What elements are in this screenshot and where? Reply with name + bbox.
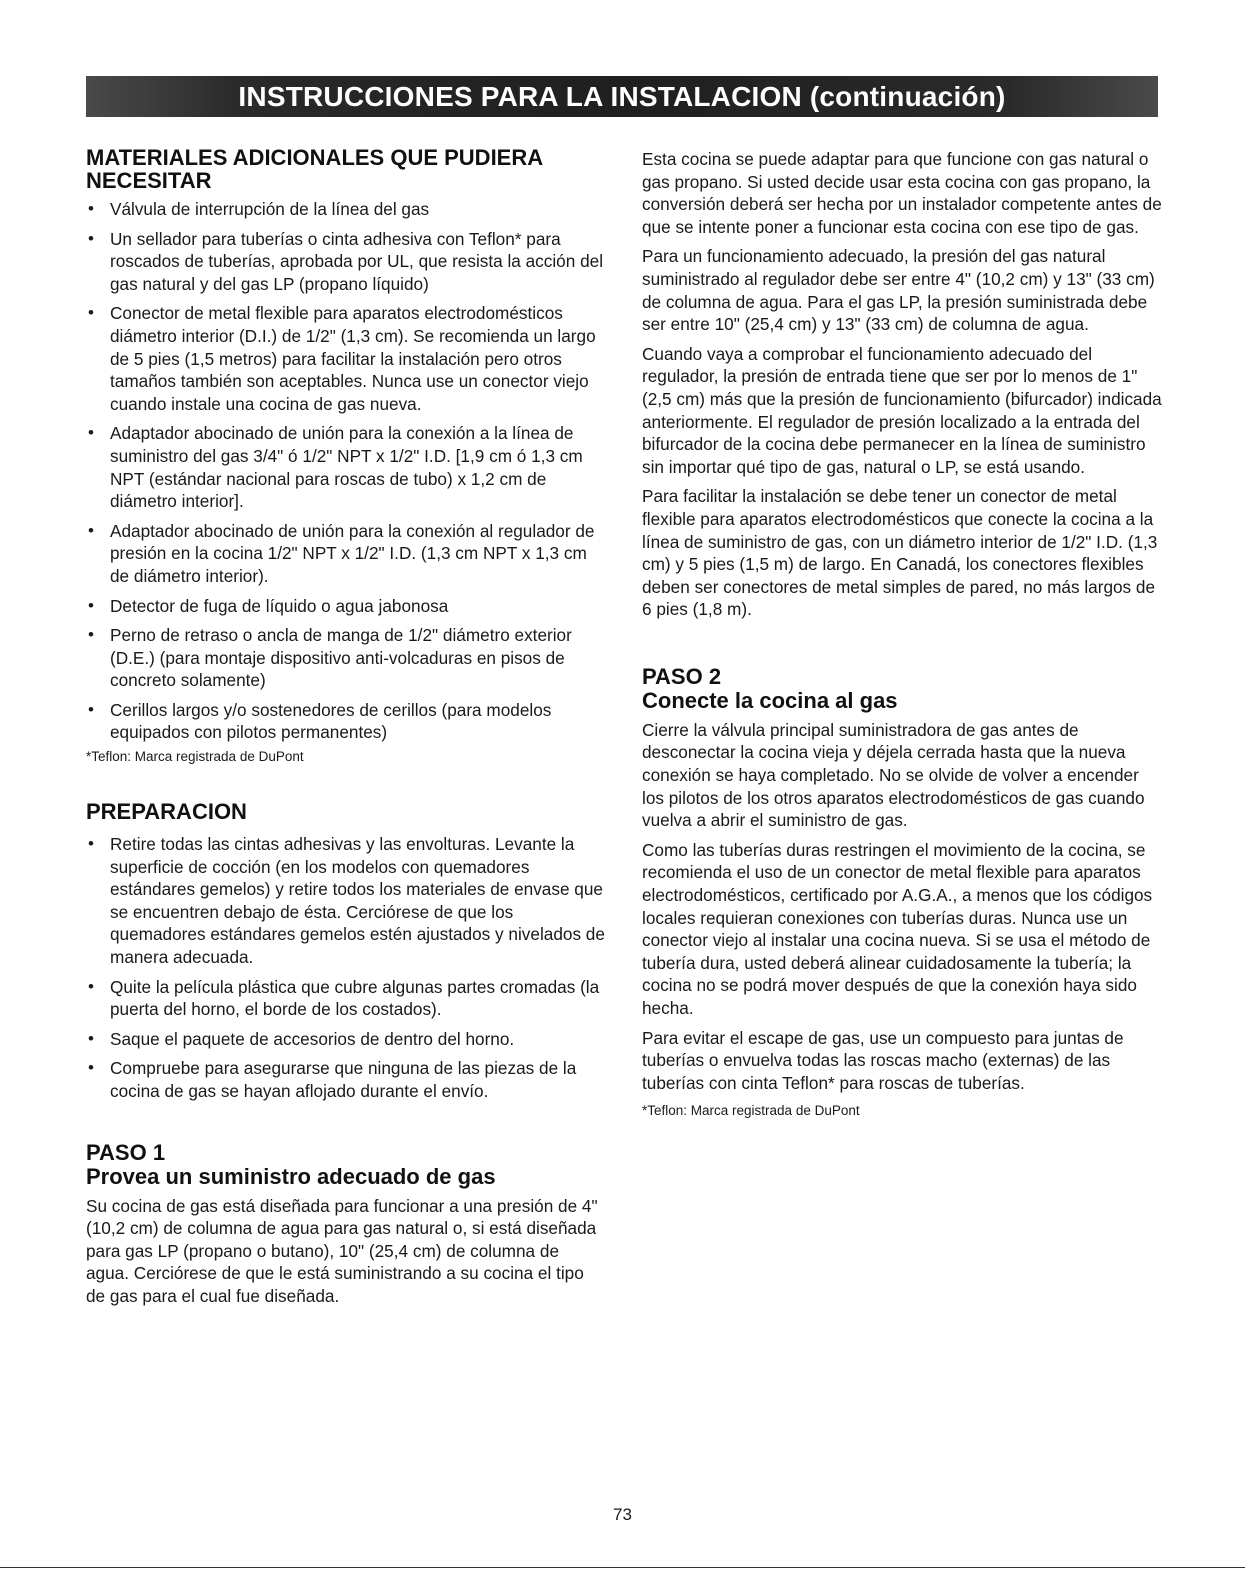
bullet-icon: • [88,595,94,615]
materials-item-text: Un sellador para tuberías o cinta adhesiva con Teflon* para roscados de tuberías, aprobada por UL, que resista la acción del gas natural y del gas LP (propano líquido) [110,228,604,294]
materials-item-text: Válvula de interrupción de la línea del gas [110,199,430,219]
materials-item [86,302,606,415]
step2-paragraph: Para evitar el escape de gas, use un compuesto para juntas de tuberías o envuelva todas las roscas macho (externas) de las tuberías con cinta Teflon* para roscas de tuberías. [642,1027,1124,1093]
step2-paragraph: Como las tuberías duras restringen el movimiento de la cocina, se recomienda el uso de un conector de metal flexible para aparatos electrodomésticos, certificado por A.G.A., a menos que los códigos locales requieran conexiones con tuberías duras. Nunca use un conector viejo al instalar una cocina nueva. Si se usa el método de tubería dura, usted deberá alinear cuidadosamente la tubería; la cocina no se podrá mover después de que la conexión haya sido hecha. [642,839,1153,1018]
materials-item-text: Adaptador abocinado de unión para la conexión al regulador de presión en la cocina 1/2" NPT x 1/2" I.D. (1,3 cm NPT x 1,3 cm de diámetro interior). [110,520,595,586]
bullet-icon: • [88,199,94,218]
step1-title: Provea un suministro adecuado de gas [86,1163,496,1189]
materials-item [86,228,606,296]
preparation-item [86,1028,606,1051]
preparation-item [86,833,606,969]
materials-item-text: Conector de metal flexible para aparatos electrodomésticos diámetro interior (D.I.) de 1/2" (1,3 cm). Se recomienda un largo de 5 pies (1,5 metros) para facilitar la instalación pero otros tamaños también son aceptables. Nunca use un conector viejo cuando instale una cocina de gas nueva. [110,303,596,414]
step2-paragraphs [642,719,1162,1095]
intro-paragraphs [642,148,1162,621]
preparation-item-text: Quite la película plástica que cubre algunas partes cromadas (la puerta del horno, el borde de los costados). [110,976,600,1020]
step2-paragraph: Cierre la válvula principal suministradora de gas antes de desconectar la cocina vieja y déjela cerrada hasta que la nueva conexión se haya completado. No se olvide de volver a encender los pilotos de los otros aparatos electrodomésticos de gas cuando vuelva a abrir el suministro de gas. [642,719,1145,831]
banner-title: INSTRUCCIONES PARA LA INSTALACION (continuación) [238,80,1006,112]
materials-item [86,699,606,744]
bullet-icon: • [88,228,94,248]
bullet-icon: • [88,1028,94,1048]
bullet-icon: • [88,834,94,854]
preparation-item [86,1057,606,1102]
materials-list [86,198,606,744]
materials-heading: MATERIALES ADICIONALES QUE PUDIERA NECESITAR [86,145,543,193]
step2-footnote: *Teflon: Marca registrada de DuPont [642,1103,860,1119]
intro-paragraph: Para un funcionamiento adecuado, la presión del gas natural suministrado al regulador debe ser entre 4" (10,2 cm) y 13" (33 cm) de columna de agua. Para el gas LP, la presión suministrada debe ser entre 10" (25,4 cm) y 13" (33 cm) de columna de agua. [642,246,1155,335]
materials-item-text: Perno de retraso o ancla de manga de 1/2" diámetro exterior (D.E.) (para montaje dispositivo anti-volcaduras en pisos de concreto solamente) [110,625,572,691]
preparation-item [86,976,606,1021]
left-column [86,146,606,1315]
preparation-item-text: Saque el paquete de accesorios de dentro del horno. [110,1028,515,1049]
materials-item [86,198,606,221]
intro-paragraph: Esta cocina se puede adaptar para que funcione con gas natural o gas propano. Si usted decide usar esta cocina con gas propano, la conversión deberá ser hecha por un instalador competente antes de que se intente poner a funcionar esta cocina con ese tipo de gas. [642,149,1162,237]
materials-item [86,624,606,692]
intro-paragraph: Cuando vaya a comprobar el funcionamiento adecuado del regulador, la presión de entrada tiene que ser por lo menos de 1" (2,5 cm) más que la presión de funcionamiento (bifurcador) indicada anteriormente. El regulador de presión localizado a la entrada del bifurcador de la cocina debe permanecer en la línea de suministro sin importar qué tipo de gas, natural o LP, se está usando. [642,343,1162,477]
bottom-rule [0,1567,1245,1568]
page-number: 73 [613,1505,632,1524]
materials-item [86,520,606,588]
bullet-icon: • [88,699,94,719]
materials-item [86,422,606,512]
preparation-item-text: Retire todas las cintas adhesivas y las envolturas. Levante la superficie de cocción (en los modelos con quemadores estándares gemelos) y retire todos los materiales de envase que se encuentren debajo de ésta. Cerciórese de que los quemadores estándares gemelos estén ajustados y nivelados de manera adecuada. [110,834,605,968]
materials-item-text: Cerillos largos y/o sostenedores de cerillos (para modelos equipados con pilotos permanentes) [110,699,552,743]
materials-footnote: *Teflon: Marca registrada de DuPont [86,749,304,765]
materials-item [86,595,606,618]
materials-item-text: Adaptador abocinado de unión para la conexión a la línea de suministro del gas 3/4" ó 1/2" NPT x 1/2" I.D. [1,9 cm ó 1,3 cm NPT (estándar nacional para roscas de tubo) x 1,2 cm de diámetro interior]. [110,423,583,512]
bullet-icon: • [88,976,94,996]
preparation-heading: PREPARACION [86,799,247,825]
right-column [642,148,1162,1120]
bullet-icon: • [88,303,94,323]
section-banner [86,76,1158,117]
bullet-icon: • [88,423,94,443]
step1-text: Su cocina de gas está diseñada para funcionar a una presión de 4" (10,2 cm) de columna de agua para gas natural o, si está diseñada para gas LP (propano o butano), 10" (25,4 cm) de columna de agua. Cerciórese de que le está suministrando a su cocina el tipo de gas para el cual fue diseñada. [86,1195,598,1306]
bullet-icon: • [88,520,94,540]
materials-item-text: Detector de fuga de líquido o agua jabonosa [110,595,449,616]
preparation-list [86,833,606,1103]
bullet-icon: • [88,1058,94,1078]
step2-title: Conecte la cocina al gas [642,687,898,713]
step1-label: PASO 1 [86,1139,166,1165]
step2-label: PASO 2 [642,663,722,689]
bullet-icon: • [88,625,94,645]
intro-paragraph: Para facilitar la instalación se debe tener un conector de metal flexible para aparatos electrodomésticos que conecte la cocina a la línea de suministro de gas, con un diámetro interior de 1/2" I.D. (1,3 cm) y 5 pies (1,5 m) de largo. En Canadá, los conectores flexibles deben ser conectores de metal simples de pared, no más largos de 6 pies (1,8 m). [642,486,1158,620]
preparation-item-text: Compruebe para asegurarse que ninguna de las piezas de la cocina de gas se hayan aflojado durante el envío. [110,1058,577,1101]
